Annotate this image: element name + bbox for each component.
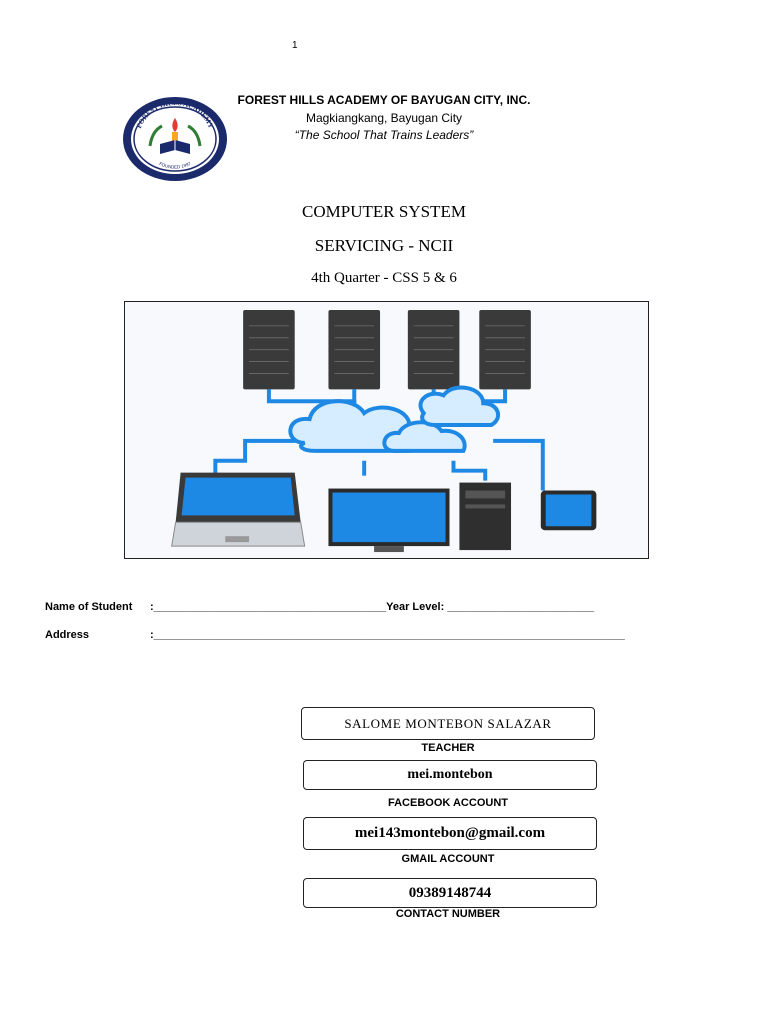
school-motto: “The School That Trains Leaders” <box>294 128 474 142</box>
svg-text:FOUNDED 1997: FOUNDED 1997 <box>158 160 192 170</box>
school-address: Magkiangkang, Bayugan City <box>305 111 463 125</box>
cloud-network-illustration <box>124 301 649 559</box>
student-name-label: Name of Student <box>45 601 133 613</box>
title-line-2: SERVICING - NCII <box>314 236 454 255</box>
gmail-account-box: mei143montebon@gmail.com <box>303 817 597 850</box>
address-field[interactable]: :_____________________________________________________________________________ <box>150 629 625 641</box>
desktop-tower-icon <box>459 483 511 550</box>
teacher-name-box: SALOME MONTEBON SALAZAR <box>301 707 595 740</box>
laptop-icon <box>172 473 305 546</box>
network-diagram-icon <box>125 302 648 558</box>
facebook-caption: FACEBOOK ACCOUNT <box>388 797 508 809</box>
cloud-icon <box>290 387 498 450</box>
gmail-caption: GMAIL ACCOUNT <box>401 853 495 865</box>
address-label: Address <box>45 629 90 641</box>
contact-number-box: 09389148744 <box>303 878 597 908</box>
title-line-1: COMPUTER SYSTEM <box>302 202 466 221</box>
title-line-3: 4th Quarter - CSS 5 & 6 <box>311 270 457 286</box>
monitor-icon <box>328 489 449 553</box>
facebook-account-box: mei.montebon <box>303 760 597 790</box>
student-name-field[interactable]: :______________________________________Year Level: ________________________ <box>150 601 595 613</box>
tablet-icon <box>541 491 597 531</box>
contact-caption: CONTACT NUMBER <box>395 908 501 920</box>
page-number: 1 <box>292 40 298 51</box>
school-name: FOREST HILLS ACADEMY OF BAYUGAN CITY, INC. <box>237 93 531 107</box>
svg-text:FOREST HILLS ACADEMY: FOREST HILLS ACADEMY <box>135 98 215 130</box>
teacher-caption: TEACHER <box>421 742 475 754</box>
school-seal-icon <box>122 96 228 182</box>
